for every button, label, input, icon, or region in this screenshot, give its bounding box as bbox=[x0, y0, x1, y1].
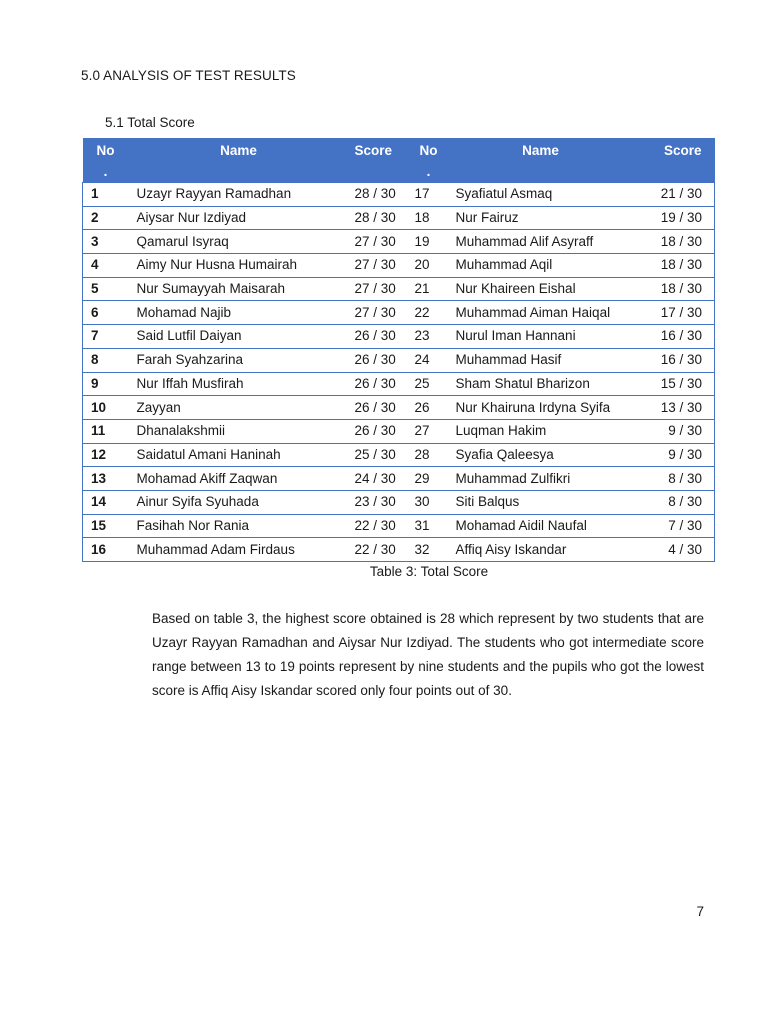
student-name: Farah Syahzarina bbox=[129, 348, 349, 372]
student-score: 21 / 30 bbox=[635, 183, 715, 207]
student-name: Dhanalakshmii bbox=[129, 419, 349, 443]
student-name: Aimy Nur Husna Humairah bbox=[129, 254, 349, 278]
student-score: 15 / 30 bbox=[635, 372, 715, 396]
student-score: 9 / 30 bbox=[635, 443, 715, 467]
student-score: 19 / 30 bbox=[635, 206, 715, 230]
row-number: 15 bbox=[83, 514, 129, 538]
table-row bbox=[83, 206, 715, 230]
student-name: Muhammad Adam Firdaus bbox=[129, 538, 349, 562]
student-score: 8 / 30 bbox=[635, 467, 715, 491]
student-score: 26 / 30 bbox=[349, 372, 411, 396]
student-name: Muhammad Aiman Haiqal bbox=[447, 301, 635, 325]
table-row bbox=[83, 514, 715, 538]
table-row bbox=[83, 372, 715, 396]
student-score: 27 / 30 bbox=[349, 301, 411, 325]
student-name: Syafia Qaleesya bbox=[447, 443, 635, 467]
student-score: 28 / 30 bbox=[349, 206, 411, 230]
student-score: 27 / 30 bbox=[349, 254, 411, 278]
student-name: Fasihah Nor Rania bbox=[129, 514, 349, 538]
student-name: Syafiatul Asmaq bbox=[447, 183, 635, 207]
row-number: 29 bbox=[411, 467, 447, 491]
student-name: Aiysar Nur Izdiyad bbox=[129, 206, 349, 230]
student-name: Mohamad Akiff Zaqwan bbox=[129, 467, 349, 491]
student-name: Nur Sumayyah Maisarah bbox=[129, 277, 349, 301]
student-score: 26 / 30 bbox=[349, 396, 411, 420]
student-name: Siti Balqus bbox=[447, 490, 635, 514]
table-row bbox=[83, 443, 715, 467]
table-row bbox=[83, 538, 715, 562]
row-number: 7 bbox=[83, 325, 129, 349]
student-name: Uzayr Rayyan Ramadhan bbox=[129, 183, 349, 207]
header-name: Name bbox=[129, 139, 349, 183]
student-name: Luqman Hakim bbox=[447, 419, 635, 443]
table-row bbox=[83, 325, 715, 349]
student-name: Ainur Syifa Syuhada bbox=[129, 490, 349, 514]
row-number: 5 bbox=[83, 277, 129, 301]
subsection-heading: 5.1 Total Score bbox=[105, 115, 195, 130]
student-score: 13 / 30 bbox=[635, 396, 715, 420]
table-header-row bbox=[83, 139, 715, 183]
row-number: 31 bbox=[411, 514, 447, 538]
row-number: 14 bbox=[83, 490, 129, 514]
row-number: 8 bbox=[83, 348, 129, 372]
student-name: Zayyan bbox=[129, 396, 349, 420]
row-number: 21 bbox=[411, 277, 447, 301]
table-row bbox=[83, 230, 715, 254]
row-number: 2 bbox=[83, 206, 129, 230]
student-name: Sham Shatul Bharizon bbox=[447, 372, 635, 396]
header-score: Score bbox=[349, 139, 411, 183]
student-name: Said Lutfil Daiyan bbox=[129, 325, 349, 349]
row-number: 4 bbox=[83, 254, 129, 278]
student-score: 18 / 30 bbox=[635, 230, 715, 254]
student-score: 23 / 30 bbox=[349, 490, 411, 514]
table-row bbox=[83, 301, 715, 325]
table-row bbox=[83, 348, 715, 372]
student-score: 18 / 30 bbox=[635, 254, 715, 278]
table-caption: Table 3: Total Score bbox=[369, 564, 489, 579]
row-number: 32 bbox=[411, 538, 447, 562]
row-number: 11 bbox=[83, 419, 129, 443]
table-row bbox=[83, 277, 715, 301]
student-score: 26 / 30 bbox=[349, 325, 411, 349]
row-number: 13 bbox=[83, 467, 129, 491]
student-score: 8 / 30 bbox=[635, 490, 715, 514]
student-name: Affiq Aisy Iskandar bbox=[447, 538, 635, 562]
student-score: 24 / 30 bbox=[349, 467, 411, 491]
table-row bbox=[83, 490, 715, 514]
row-number: 26 bbox=[411, 396, 447, 420]
student-score: 22 / 30 bbox=[349, 514, 411, 538]
table-row bbox=[83, 396, 715, 420]
row-number: 16 bbox=[83, 538, 129, 562]
table-row bbox=[83, 419, 715, 443]
student-name: Muhammad Aqil bbox=[447, 254, 635, 278]
row-number: 30 bbox=[411, 490, 447, 514]
row-number: 10 bbox=[83, 396, 129, 420]
total-score-table bbox=[82, 138, 715, 562]
student-score: 27 / 30 bbox=[349, 230, 411, 254]
student-name: Mohamad Aidil Naufal bbox=[447, 514, 635, 538]
student-name: Saidatul Amani Haninah bbox=[129, 443, 349, 467]
row-number: 18 bbox=[411, 206, 447, 230]
row-number: 20 bbox=[411, 254, 447, 278]
student-score: 26 / 30 bbox=[349, 419, 411, 443]
student-score: 22 / 30 bbox=[349, 538, 411, 562]
table-row bbox=[83, 254, 715, 278]
student-score: 26 / 30 bbox=[349, 348, 411, 372]
row-number: 9 bbox=[83, 372, 129, 396]
row-number: 17 bbox=[411, 183, 447, 207]
row-number: 23 bbox=[411, 325, 447, 349]
row-number: 6 bbox=[83, 301, 129, 325]
header-no: No . bbox=[83, 139, 129, 183]
student-score: 28 / 30 bbox=[349, 183, 411, 207]
row-number: 12 bbox=[83, 443, 129, 467]
table-row bbox=[83, 467, 715, 491]
student-name: Mohamad Najib bbox=[129, 301, 349, 325]
student-score: 25 / 30 bbox=[349, 443, 411, 467]
row-number: 27 bbox=[411, 419, 447, 443]
table-row bbox=[83, 183, 715, 207]
page-number: 7 bbox=[696, 904, 704, 919]
row-number: 19 bbox=[411, 230, 447, 254]
student-name: Muhammad Hasif bbox=[447, 348, 635, 372]
student-score: 16 / 30 bbox=[635, 325, 715, 349]
row-number: 28 bbox=[411, 443, 447, 467]
header-score-2: Score bbox=[635, 139, 715, 183]
student-name: Muhammad Alif Asyraff bbox=[447, 230, 635, 254]
student-name: Nur Khairuna Irdyna Syifa bbox=[447, 396, 635, 420]
header-name-2: Name bbox=[447, 139, 635, 183]
student-score: 16 / 30 bbox=[635, 348, 715, 372]
student-name: Qamarul Isyraq bbox=[129, 230, 349, 254]
student-name: Nur Iffah Musfirah bbox=[129, 372, 349, 396]
student-score: 17 / 30 bbox=[635, 301, 715, 325]
header-no-2: No . bbox=[411, 139, 447, 183]
row-number: 3 bbox=[83, 230, 129, 254]
table-body bbox=[83, 183, 715, 562]
student-name: Muhammad Zulfikri bbox=[447, 467, 635, 491]
student-score: 9 / 30 bbox=[635, 419, 715, 443]
student-score: 18 / 30 bbox=[635, 277, 715, 301]
analysis-paragraph: Based on table 3, the highest score obtained is 28 which represent by two students that are Uzayr Rayyan Ramadhan and Aiysar Nur Izdiyad. The students who got intermediate score range between 13 to 19 points represent by nine students and the pupils who got the lowest score is Affiq Aisy Iskandar scored only four points out of 30. bbox=[152, 611, 704, 698]
student-score: 7 / 30 bbox=[635, 514, 715, 538]
row-number: 25 bbox=[411, 372, 447, 396]
student-name: Nur Khaireen Eishal bbox=[447, 277, 635, 301]
student-name: Nurul Iman Hannani bbox=[447, 325, 635, 349]
section-heading: 5.0 ANALYSIS OF TEST RESULTS bbox=[81, 68, 296, 83]
student-score: 27 / 30 bbox=[349, 277, 411, 301]
row-number: 1 bbox=[83, 183, 129, 207]
row-number: 24 bbox=[411, 348, 447, 372]
row-number: 22 bbox=[411, 301, 447, 325]
student-score: 4 / 30 bbox=[635, 538, 715, 562]
student-name: Nur Fairuz bbox=[447, 206, 635, 230]
